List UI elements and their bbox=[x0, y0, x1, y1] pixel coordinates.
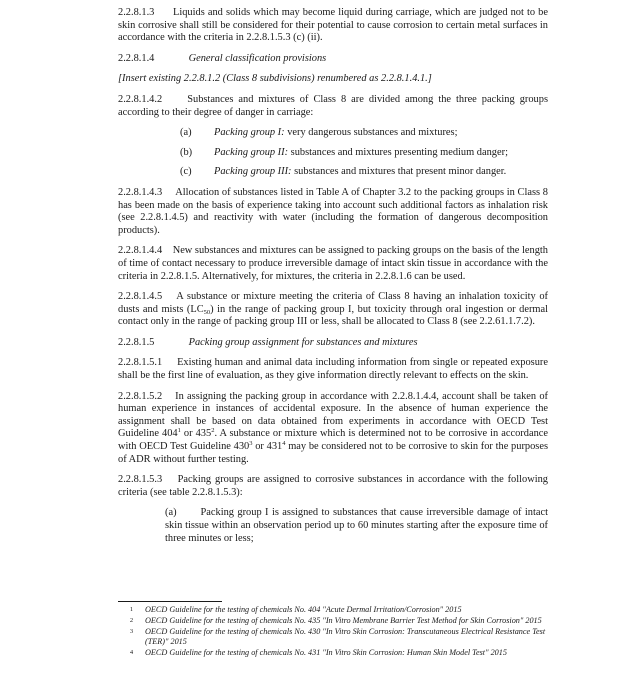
paragraph-number: 2.2.8.1.4.3 bbox=[118, 186, 163, 198]
section-heading-general-classification bbox=[118, 53, 548, 66]
paragraph-text-a: A substance or mixture meeting the criteria of Class 8 having an inhalation toxicity of dusts and mists (LC bbox=[118, 291, 548, 315]
footnote-2 bbox=[118, 616, 548, 626]
footnote-ref-2[interactable]: 2 bbox=[211, 427, 215, 435]
list-label: (c) bbox=[180, 166, 192, 178]
paragraph-number: 2.2.8.1.3 bbox=[118, 7, 155, 18]
footnote-separator bbox=[118, 601, 222, 602]
paragraph-text-a: In assigning the packing group in accordance with 2.2.8.1.4.4, account shall be taken of human experience in instances of accidental exposure. In the absence of human experience the assignment shall be based on data obtained from experiments in accordance with OECD Test Guideline 404 bbox=[118, 390, 549, 440]
paragraph-text-c: . A substance or mixture which is determined not to be corrosive in accordance with OECD Test Guideline 430 bbox=[118, 428, 548, 453]
criteria-item-a bbox=[165, 507, 548, 545]
footnote-ref-1[interactable]: 1 bbox=[177, 427, 181, 435]
paragraph-text: New substances and mixtures can be assigned to packing groups on the basis of the length of time of contact necessary to produce irreversible damage of intact skin tissue in accordance with the criteria in 2.2.8.1.5. Alternatively, for mixtures, the criteria in 2.2.8.1.6 can be used. bbox=[118, 245, 548, 282]
footnote-mark: 3 bbox=[129, 628, 134, 635]
paragraph-text-d: or 431 bbox=[252, 441, 283, 453]
paragraph-text: Existing human and animal data including information from single or repeated exposure shall be the first line of evaluation, as they give information directly relevant to effects on the skin. bbox=[118, 357, 548, 382]
packing-group-description: substances and mixtures that present minor danger. bbox=[294, 166, 507, 178]
packing-group-name: Packing group I: bbox=[214, 127, 285, 139]
paragraph-number: 2.2.8.1.4.5 bbox=[118, 291, 163, 303]
footnote-ref-4[interactable]: 4 bbox=[282, 440, 286, 448]
footnote-mark: 1 bbox=[129, 606, 134, 613]
paragraph-number: 2.2.8.1.5.1 bbox=[118, 357, 163, 369]
footnote-text: OECD Guideline for the testing of chemicals No. 435 "In Vitro Membrane Barrier Test Method for Skin Corrosion" 2015 bbox=[145, 616, 542, 625]
packing-group-name: Packing group III: bbox=[214, 166, 292, 178]
paragraph-2-2-8-1-5-3 bbox=[118, 474, 548, 499]
paragraph-text: Packing groups are assigned to corrosive substances in accordance with the following criteria (see table 2.2.8.1.5.3): bbox=[118, 474, 549, 498]
packing-group-description: very dangerous substances and mixtures; bbox=[287, 127, 458, 139]
footnote-text: OECD Guideline for the testing of chemicals No. 430 "In Vitro Skin Corrosion: Transcutaneous Electrical Resistance Test (TER)" 2015 bbox=[145, 627, 546, 646]
footnote-3 bbox=[118, 627, 548, 647]
section-heading-packing-group-assignment bbox=[118, 337, 548, 350]
packing-group-item-b bbox=[180, 147, 548, 160]
paragraph-number: 2.2.8.1.5.3 bbox=[118, 474, 163, 486]
footnote-ref-3[interactable]: 3 bbox=[249, 440, 253, 448]
footnote-4 bbox=[118, 648, 548, 658]
section-number: 2.2.8.1.4 bbox=[118, 52, 155, 64]
paragraph-text: Substances and mixtures of Class 8 are divided among the three packing groups according to their degree of danger in carriage: bbox=[118, 93, 548, 118]
list-label: (b) bbox=[180, 146, 193, 158]
paragraph-number: 2.2.8.1.5.2 bbox=[118, 390, 163, 402]
document-body bbox=[118, 7, 548, 553]
paragraph-2-2-8-1-3 bbox=[118, 7, 548, 45]
paragraph-text-e: may be considered not to be corrosive to skin for the purposes of ADR without further testing. bbox=[118, 441, 549, 465]
footnote-1 bbox=[118, 605, 548, 615]
section-number: 2.2.8.1.5 bbox=[118, 336, 155, 348]
section-title: Packing group assignment for substances and mixtures bbox=[188, 336, 418, 348]
paragraph-2-2-8-1-4-4 bbox=[118, 245, 548, 283]
paragraph-2-2-8-1-5-1 bbox=[118, 357, 548, 382]
paragraph-text-b: or 435 bbox=[180, 428, 212, 440]
packing-group-item-a bbox=[180, 127, 548, 140]
paragraph-2-2-8-1-4-5 bbox=[118, 291, 548, 329]
editorial-insert-note: [Insert existing 2.2.8.1.2 (Class 8 subdivisions) renumbered as 2.2.8.1.4.1.] bbox=[118, 73, 432, 85]
paragraph-text: Liquids and solids which may become liquid during carriage, which are judged not to be skin corrosive shall still be considered for their potential to cause corrosion to certain metal surfaces in accordance with the criteria in 2.2.8.1.5.3 (c) (ii). bbox=[118, 7, 548, 44]
criteria-text: Packing group I is assigned to substances that cause irreversible damage of intact skin tissue within an observation period up to 60 minutes starting after the exposure time of three minutes or less; bbox=[165, 507, 548, 544]
packing-group-name: Packing group II: bbox=[214, 146, 289, 158]
paragraph-text-b: ) in the range of packing group I, but toxicity through oral ingestion or dermal contact only in the range of packing group III or less, shall be allocated to Class 8 (see 2.2.61.1.7.2). bbox=[118, 303, 548, 328]
list-label: (a) bbox=[165, 507, 177, 519]
paragraph-number: 2.2.8.1.4.4 bbox=[118, 245, 163, 257]
footnotes bbox=[118, 605, 548, 659]
paragraph-text: Allocation of substances listed in Table A of Chapter 3.2 to the packing groups in Class 8 has been made on the basis of experience taking into account such additional factors as inhalation risk (see 2.2.8.1.4.5) and reactivity with water (including the formation of dangerous decomposition products). bbox=[118, 186, 548, 236]
packing-group-item-c bbox=[180, 166, 548, 179]
paragraph-2-2-8-1-4-3 bbox=[118, 187, 548, 237]
footnote-mark: 2 bbox=[129, 617, 134, 624]
section-title: General classification provisions bbox=[188, 52, 327, 64]
paragraph-number: 2.2.8.1.4.2 bbox=[118, 93, 163, 105]
list-label: (a) bbox=[180, 127, 192, 139]
footnote-mark: 4 bbox=[129, 649, 134, 656]
packing-group-description: substances and mixtures presenting medium danger; bbox=[290, 146, 508, 158]
paragraph-2-2-8-1-5-2 bbox=[118, 391, 548, 467]
footnote-text: OECD Guideline for the testing of chemicals No. 404 "Acute Dermal Irritation/Corrosion" 2015 bbox=[145, 605, 462, 614]
paragraph-2-2-8-1-4-2 bbox=[118, 94, 548, 119]
footnote-text: OECD Guideline for the testing of chemicals No. 431 "In Vitro Skin Corrosion: Human Skin Model Test" 2015 bbox=[145, 648, 507, 657]
lc-subscript: 50 bbox=[203, 308, 211, 316]
